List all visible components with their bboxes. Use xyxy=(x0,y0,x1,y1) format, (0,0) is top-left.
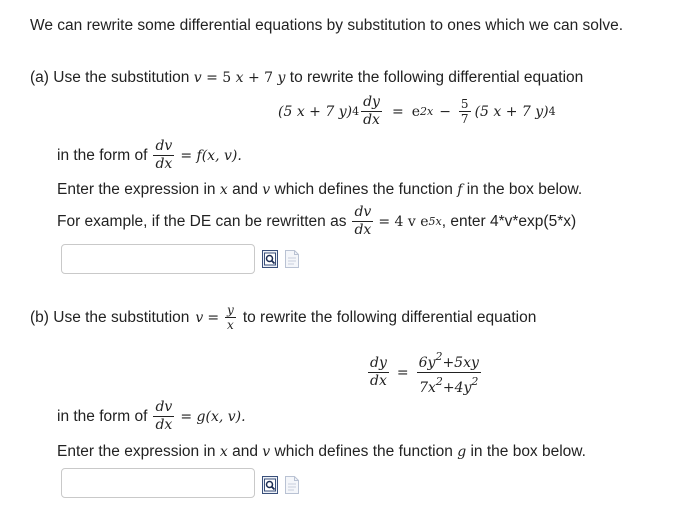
part-a-equation xyxy=(278,94,556,129)
math-var: v xyxy=(195,309,204,326)
help-document-icon[interactable] xyxy=(284,476,300,494)
exponent: 2x xyxy=(419,105,434,118)
y-over-x-fraction xyxy=(225,303,236,332)
part-a-lead-tail: to rewrite the following differential equation xyxy=(285,69,584,86)
dv-dx-fraction xyxy=(153,399,174,434)
eq-lhs: (5 x + 7 y) xyxy=(278,103,353,120)
example-rhs: = 4 v e xyxy=(378,213,429,230)
frac-den: 7 xyxy=(460,112,469,126)
frac-num xyxy=(417,348,481,373)
dv-dx-fraction xyxy=(153,138,174,173)
dy-dx-fraction xyxy=(368,355,389,390)
frac-num: dy xyxy=(370,355,387,371)
preview-icon[interactable] xyxy=(262,250,278,268)
exponent: 2 xyxy=(435,350,443,363)
enter-text: and xyxy=(232,443,258,460)
euler-e: e xyxy=(411,103,420,120)
math-var: x xyxy=(235,70,244,86)
eq-lhs-power: 4 xyxy=(352,105,360,118)
frac-den: x xyxy=(227,318,234,332)
math-var: v xyxy=(193,70,202,86)
eq-rhs-power: 4 xyxy=(548,105,556,118)
equals-sign: = xyxy=(396,364,409,381)
help-document-icon[interactable] xyxy=(284,250,300,268)
frac-num: 5 xyxy=(460,97,469,111)
intro-text: We can rewrite some differential equations by substitution to ones which we can solve. xyxy=(30,17,624,34)
part-b-enter-line xyxy=(57,443,586,461)
equals-sign: = xyxy=(391,103,404,120)
den-term: +4y xyxy=(442,380,472,396)
frac-num: dy xyxy=(363,94,380,110)
frac-den xyxy=(417,373,480,397)
part-a-lead xyxy=(30,69,583,87)
minus-sign: − xyxy=(439,103,451,120)
frac-num: y xyxy=(227,303,234,317)
example-text: , enter 4*v*exp(5*x) xyxy=(441,212,577,230)
frac-num: dv xyxy=(155,399,173,415)
equals-sign: = xyxy=(207,309,220,326)
math-var: v xyxy=(262,182,271,198)
exponent: 5x xyxy=(428,215,442,228)
enter-text: Enter the expression in xyxy=(57,181,216,198)
dv-dx-fraction xyxy=(352,204,373,239)
enter-text: and xyxy=(232,181,258,198)
part-a-enter-line xyxy=(57,181,582,199)
preview-icon[interactable] xyxy=(262,476,278,494)
part-a-form-line xyxy=(57,138,242,173)
math-op: = 5 xyxy=(201,70,236,86)
form-rhs: = g(x, v). xyxy=(180,408,246,425)
part-b-answer-input[interactable] xyxy=(61,468,255,498)
part-b-lead-tail: to rewrite the following differential equation xyxy=(242,308,537,326)
frac-den: dx xyxy=(155,156,173,172)
math-var: v xyxy=(262,444,271,460)
dy-dx-fraction xyxy=(361,94,382,129)
frac-den: dx xyxy=(370,373,387,389)
part-b-lead-text: (b) Use the substitution xyxy=(30,308,190,326)
math-var: g xyxy=(457,444,467,460)
exponent: 2 xyxy=(435,375,443,388)
form-text: in the form of xyxy=(57,407,148,425)
math-var: f xyxy=(457,182,463,198)
part-a-answer-input[interactable] xyxy=(61,244,255,274)
math-var: y xyxy=(277,70,286,86)
frac-num: dv xyxy=(155,138,173,154)
enter-text: in the box below. xyxy=(470,443,586,460)
math-op: + 7 xyxy=(243,70,278,86)
frac-num: dv xyxy=(354,204,372,220)
den-term: 7x xyxy=(419,380,436,396)
five-sevenths-fraction xyxy=(459,97,471,126)
enter-text: Enter the expression in xyxy=(57,443,216,460)
form-text: in the form of xyxy=(57,146,148,164)
part-b-lead xyxy=(30,303,536,332)
enter-text: which defines the function xyxy=(274,443,453,460)
eq-rhs: (5 x + 7 y) xyxy=(474,103,549,120)
num-term: 6y xyxy=(418,355,436,371)
part-b-form-line xyxy=(57,399,246,434)
rational-fraction xyxy=(417,348,481,397)
math-var: x xyxy=(219,182,228,198)
frac-den: dx xyxy=(155,417,173,433)
part-a-lead-text: (a) Use the substitution xyxy=(30,69,190,86)
example-text: For example, if the DE can be rewritten as xyxy=(57,212,347,230)
enter-text: which defines the function xyxy=(274,181,453,198)
math-var: x xyxy=(219,444,228,460)
exponent: 2 xyxy=(471,375,479,388)
part-b-equation xyxy=(366,348,483,397)
part-a-example-line xyxy=(57,204,576,239)
form-rhs: = f(x, v). xyxy=(180,147,242,164)
enter-text: in the box below. xyxy=(466,181,583,198)
frac-den: dx xyxy=(363,112,380,128)
frac-den: dx xyxy=(354,222,372,238)
num-term: +5xy xyxy=(442,355,479,371)
